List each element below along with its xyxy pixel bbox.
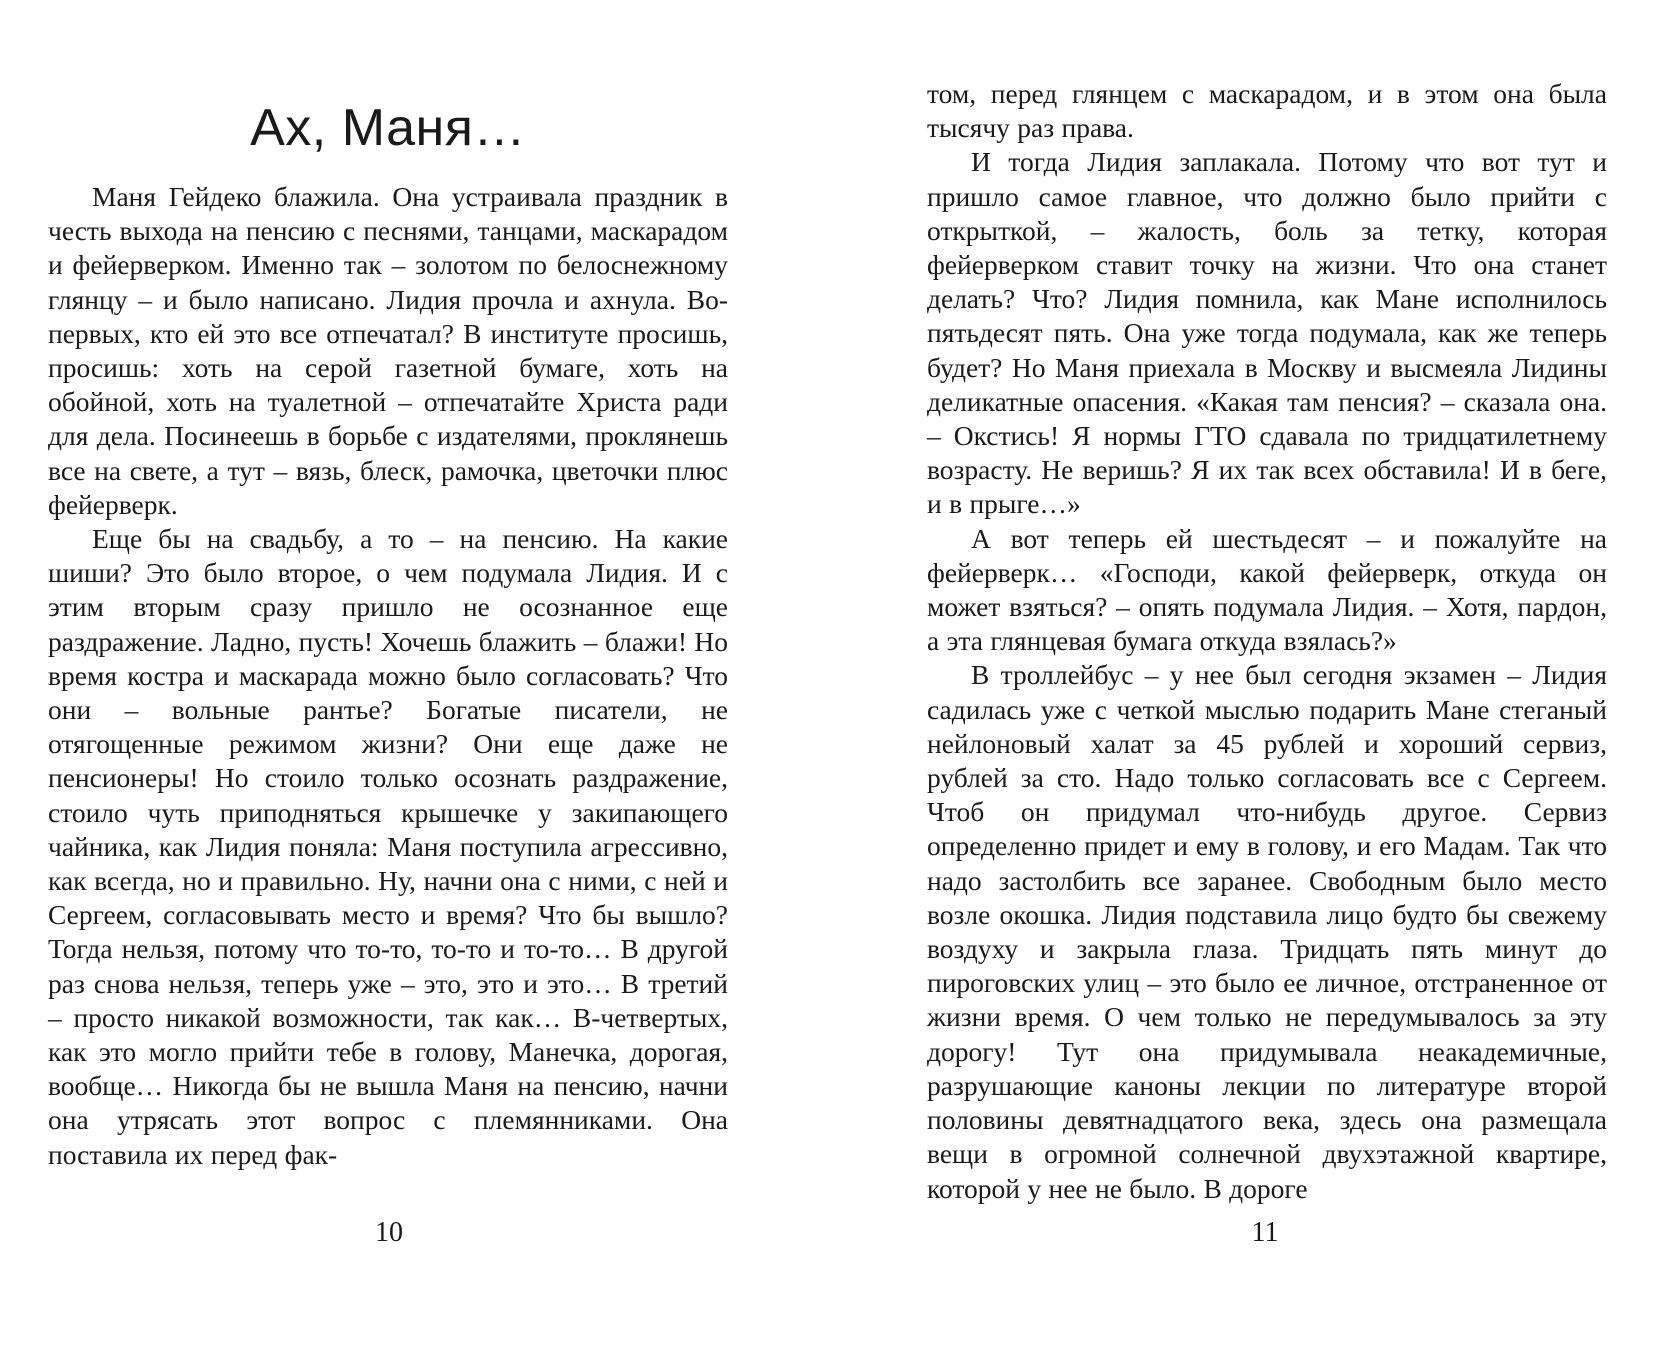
chapter-title: Ах, Маня… [250, 99, 526, 157]
right-page [927, 0, 1607, 1346]
page-number-right: 11 [1251, 1217, 1279, 1248]
paragraph: И тогда Лидия заплакала. Потому что вот тут и пришло самое главное, что должно было прийти с открыткой, – жалость, боль за тетку, которая фейерверком ставит точку на жизни. Что она станет делать? Что? Лидия помнила, как Мане исполнилось пятьдесят пять. Она уже тогда подумала, как же теперь будет? Но Маня приехала в Москву и высмеяла Лидины деликатные опасения. «Какая там пенсия? – сказала она. – Окстись! Я нормы ГТО сдавала по тридцатилетнему возрасту. Не веришь? Я их так всех обставила! И в беге, и в прыге…» [927, 146, 1607, 520]
paragraph: Маня Гейдеко блажила. Она устраивала праздник в честь выхода на пенсию с песнями, танцами, маскарадом и фейерверком. Именно так – золотом по белоснежному глянцу – и было написано. Лидия прочла и ахнула. Во-первых, кто ей это все отпечатал? В институте просишь, просишь: хоть на серой газетной бумаге, хоть на обойной, хоть на туалетной – отпечатайте Христа ради для дела. Посинеешь в борьбе с издателями, проклянешь все на свете, а тут – вязь, блеск, рамочка, цветочки плюс фейерверк. [48, 181, 728, 520]
paragraph: В троллейбус – у нее был сегодня экзамен – Лидия садилась уже с четкой мыслью подарить Мане стеганый нейлоновый халат за 45 рублей и хороший сервиз, рублей за сто. Надо только согласовать все с Сергеем. Чтоб он придумал что-нибудь другое. Сервиз определенно придет и ему в голову, и его Мадам. Так что надо застолбить все заранее. Свободным было место возле окошка. Лидия подставила лицо будто бы свежему воздуху и закрыла глаза. Тридцать пять минут до пироговских улиц – это было ее личное, отстраненное от жизни время. О чем только не передумывалось за эту дорогу! Тут она придумывала неакадемичные, разрушающие каноны лекции по литературе второй половины девятнадцатого века, здесь она размещала вещи в огромной солнечной двухэтажной квартире, которой у нее не было. В дороге [927, 659, 1607, 1204]
left-page [48, 0, 728, 1346]
paragraph-continuation: том, перед глянцем с маскарадом, и в этом она была тысячу раз права. [927, 78, 1607, 144]
page-number-left: 10 [375, 1217, 403, 1248]
right-page-text [927, 77, 1607, 1206]
paragraph: Еще бы на свадьбу, а то – на пенсию. На какие шиши? Это было второе, о чем подумала Лидия. И с этим вторым сразу пришло не осознанное еще раздражение. Ладно, пусть! Хочешь блажить – блажи! Но время костра и маскарада можно было согласовать? Что они – вольные рантье? Богатые писатели, не отягощенные режимом жизни? Они еще даже не пенсионеры! Но стоило только осознать раздражение, стоило чуть приподняться крышечке у закипающего чайника, как Лидия поняла: Маня поступила агрессивно, как всегда, но и правильно. Ну, начни она с ними, с ней и Сергеем, согласовывать место и время? Что бы вышло? Тогда нельзя, потому что то-то, то-то и то-то… В другой раз снова нельзя, теперь уже – это, это и это… В третий – просто никакой возможности, так как… В-четвертых, как это могло прийти тебе в голову, Манечка, дорогая, вообще… Никогда бы не вышла Маня на пенсию, начни она утрясать этот вопрос с племянниками. Она поставила их перед фак- [48, 523, 728, 1170]
paragraph: А вот теперь ей шестьдесят – и пожалуйте на фейерверк… «Господи, какой фейерверк, откуда он может взяться? – опять подумала Лидия. – Хотя, пардон, а эта глянцевая бумага откуда взялась?» [927, 522, 1607, 657]
left-page-text [48, 180, 728, 1172]
